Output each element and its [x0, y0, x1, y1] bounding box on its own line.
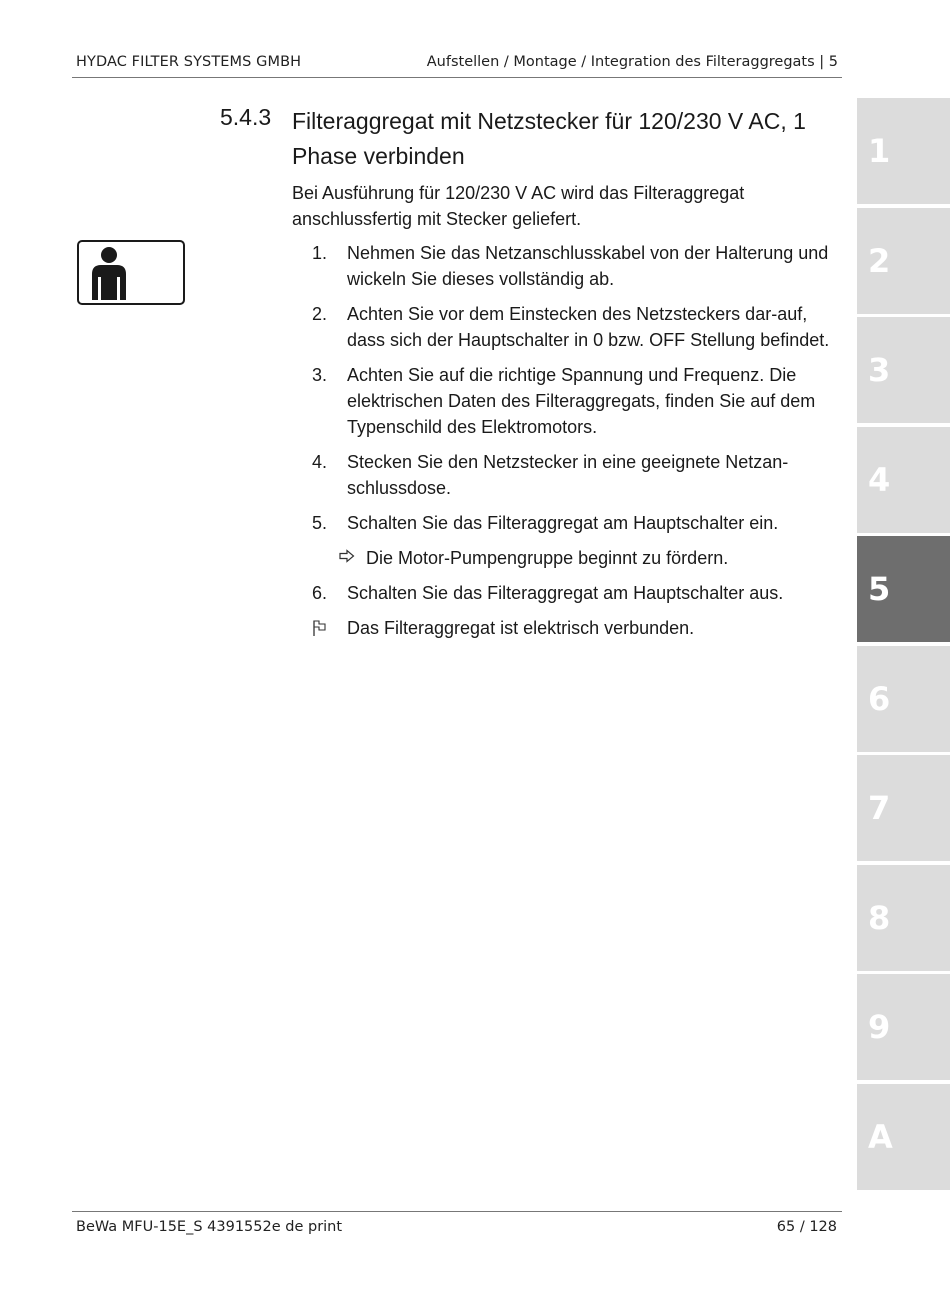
list-item [292, 580, 840, 606]
step-text: Achten Sie auf die richtige Spannung und Frequenz. Die elektrischen Daten des Filteraggregats, finden Sie auf dem Typenschild des Elektromotors. [347, 365, 816, 437]
section-title: Filteraggregat mit Netzstecker für 120/230 V AC, 1 Phase verbinden [292, 108, 806, 169]
tab-chapter-2[interactable]: 2 [857, 208, 950, 314]
section-number: 5.4.3 [220, 104, 272, 130]
chapter-tabs [857, 98, 950, 1193]
intermediate-result [292, 545, 840, 571]
result-text: Die Motor-Pumpengruppe beginnt zu fördern. [366, 548, 729, 568]
tab-chapter-7[interactable]: 7 [857, 755, 950, 861]
page-number: 65 / 128 [776, 1219, 837, 1235]
instruction-steps [292, 240, 840, 641]
tab-chapter-1[interactable]: 1 [857, 98, 950, 204]
step-number: 4. [312, 452, 328, 472]
final-result [292, 615, 840, 641]
footer-document: BeWa MFU-15E_S 4391552e de print [76, 1219, 343, 1235]
step-number: 1. [312, 243, 328, 263]
step-number: 3. [312, 365, 328, 385]
tab-chapter-9[interactable]: 9 [857, 974, 950, 1080]
list-item [292, 362, 840, 440]
tab-chapter-8[interactable]: 8 [857, 865, 950, 971]
list-item [292, 449, 840, 501]
footer-divider [72, 1211, 842, 1212]
finish-flag-icon [292, 615, 347, 641]
list-item [292, 301, 840, 353]
list-item [292, 240, 840, 292]
header-company: HYDAC FILTER SYSTEMS GMBH [76, 54, 302, 70]
qualified-person-icon [77, 240, 185, 305]
step-text: Stecken Sie den Netzstecker in eine geeignete Netzan-schlussdose. [347, 452, 789, 498]
step-text: Schalten Sie das Filteraggregat am Hauptschalter ein. [347, 513, 779, 533]
step-number: 2. [312, 304, 328, 324]
final-result-text: Das Filteraggregat ist elektrisch verbunden. [347, 618, 695, 638]
result-arrow-icon [339, 545, 366, 571]
intro-paragraph: Bei Ausführung für 120/230 V AC wird das Filteraggregat anschlussfertig mit Stecker geliefert. [292, 183, 745, 229]
tab-chapter-4[interactable]: 4 [857, 427, 950, 533]
tab-appendix-a[interactable]: A [857, 1084, 950, 1190]
step-text: Schalten Sie das Filteraggregat am Hauptschalter aus. [347, 583, 784, 603]
list-item [292, 510, 840, 536]
step-number: 5. [312, 513, 328, 533]
tab-chapter-5[interactable]: 5 [857, 536, 950, 642]
header-chapter: Aufstellen / Montage / Integration des Filteraggregats | 5 [426, 54, 838, 70]
step-text: Nehmen Sie das Netzanschlusskabel von der Halterung und wickeln Sie dieses vollständig ab. [347, 243, 829, 289]
tab-chapter-6[interactable]: 6 [857, 646, 950, 752]
step-number: 6. [312, 583, 328, 603]
tab-chapter-3[interactable]: 3 [857, 317, 950, 423]
step-text: Achten Sie vor dem Einstecken des Netzsteckers dar-auf, dass sich der Hauptschalter in 0 bzw. OFF Stellung befindet. [347, 304, 830, 350]
header-divider [72, 77, 842, 78]
